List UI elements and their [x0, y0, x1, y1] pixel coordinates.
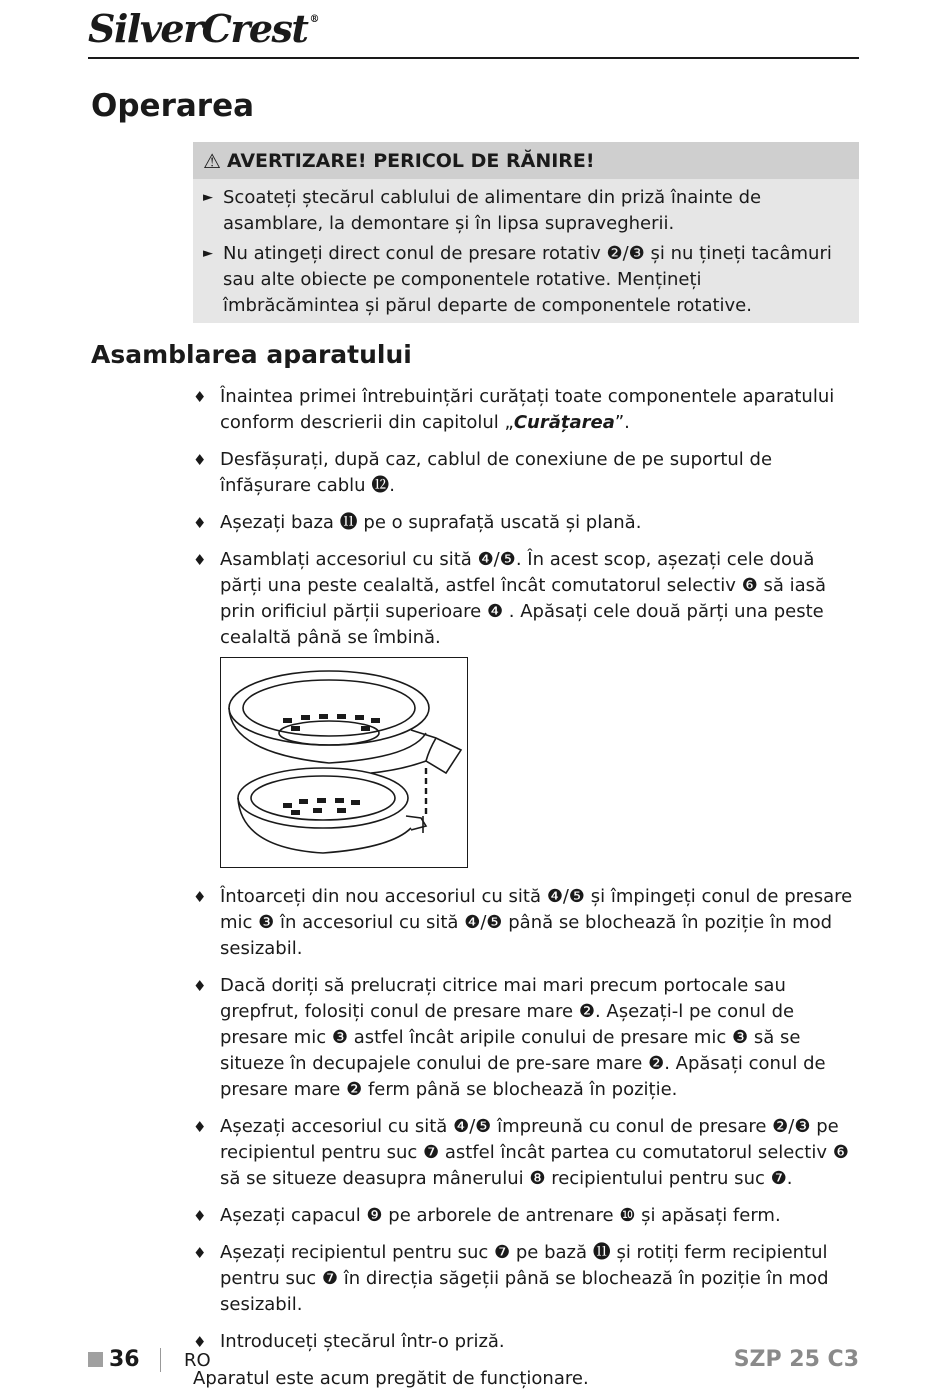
diamond-bullet-icon: ♦: [193, 551, 207, 569]
page-marker-square: [88, 1352, 103, 1367]
list-item: ♦ Introduceți ștecărul într-o priză.: [193, 1329, 861, 1355]
list-item: ♦ Asamblați accesoriul cu sită ❹/❺. În acest scop, așezați cele două părți una peste cealaltă, astfel încât comutatorul selectiv ❻ să iasă prin orificiul părții superioare ❹ . Apăsați cele două părți una peste cealaltă până se îmbină.: [193, 549, 827, 648]
list-item: ♦ Așezați capacul ❾ pe arborele de antrenare ❿ și apăsați ferm.: [193, 1203, 861, 1229]
instruction-list: [193, 384, 861, 1392]
list-item: ♦ Așezați accesoriul cu sită ❹/❺ împreună cu conul de presare ❷/❸ pe recipientul pentru suc ❼ astfel încât partea cu comutatorul selectiv ❻ să se situeze deasupra mânerului ❽ recipientului pentru suc ❼.: [193, 1116, 849, 1189]
diamond-bullet-icon: ♦: [193, 388, 207, 406]
diamond-bullet-icon: ♦: [193, 1333, 207, 1351]
list-item: ♦ Înaintea primei întrebuințări curățați toate componentele aparatului conform descrierii din capitolul „Curățarea”.: [193, 386, 835, 433]
chapter-reference: Curățarea: [513, 412, 615, 433]
footer-divider: [160, 1348, 161, 1372]
brand-logo: SilverCrest ®: [88, 6, 318, 51]
model-number: SZP 25 C3: [733, 1347, 859, 1372]
list-item: ♦ Așezați recipientul pentru suc ❼ pe bază ⓫ și rotiți ferm recipientul pentru suc ❼ în direcția săgeții până se blochează în poziție în mod sesizabil.: [193, 1242, 829, 1315]
diamond-bullet-icon: ♦: [193, 451, 207, 469]
diamond-bullet-icon: ♦: [193, 888, 207, 906]
warning-item: ► Scoateți ștecărul cablului de alimentare din priză înainte de asamblare, la demontare și în lipsa supravegherii.: [193, 185, 859, 237]
warning-triangle-icon: ⚠: [203, 148, 221, 173]
list-item: ♦ Așezați baza ⓫ pe o suprafață uscată și plană.: [193, 510, 861, 536]
page-title: Operarea: [91, 88, 255, 124]
diamond-bullet-icon: ♦: [193, 1118, 207, 1136]
list-item: ♦ Dacă doriți să prelucrați citrice mai mari precum portocale sau grepfrut, folosiți conul de presare mare ❷. Așezați-l pe conul de presare mic ❸ astfel încât aripile conului de presare mic ❸ să se situeze în decupajele conului de pre-sare mare ❷. Apăsați conul de presare mare ❷ ferm până se blochează în poziție.: [193, 975, 826, 1100]
language-code: RO: [184, 1350, 211, 1371]
list-item: ♦ Desfășurați, după caz, cablul de conexiune de pe suportul de înfășurare cablu ⓬.: [193, 449, 773, 496]
sieve-assembly-illustration: [220, 657, 468, 868]
warning-list: [193, 179, 859, 319]
list-item: ♦ Întoarceți din nou accesoriul cu sită ❹/❺ și împingeți conul de presare mic ❸ în accesoriul cu sită ❹/❺ până se blochează în poziție în mod sesizabil.: [193, 886, 853, 959]
header-rule: [88, 57, 859, 59]
closing-text: Aparatul este acum pregătit de funcționare.: [193, 1368, 589, 1389]
warning-title: AVERTIZARE! PERICOL DE RĂNIRE!: [226, 149, 595, 172]
warning-header: [193, 142, 859, 179]
diamond-bullet-icon: ♦: [193, 514, 207, 532]
diamond-bullet-icon: ♦: [193, 1244, 207, 1262]
diamond-bullet-icon: ♦: [193, 977, 207, 995]
warning-box: [193, 142, 859, 323]
section-heading: Asamblarea aparatului: [91, 340, 412, 369]
diamond-bullet-icon: ♦: [193, 1207, 207, 1225]
page-number: 36: [88, 1347, 140, 1372]
warning-item: ► Nu atingeți direct conul de presare rotativ ❷/❸ și nu țineți tacâmuri sau alte obiecte pe componentele rotative. Mențineți îmbrăcămintea și părul departe de componentele rotative.: [193, 241, 859, 319]
